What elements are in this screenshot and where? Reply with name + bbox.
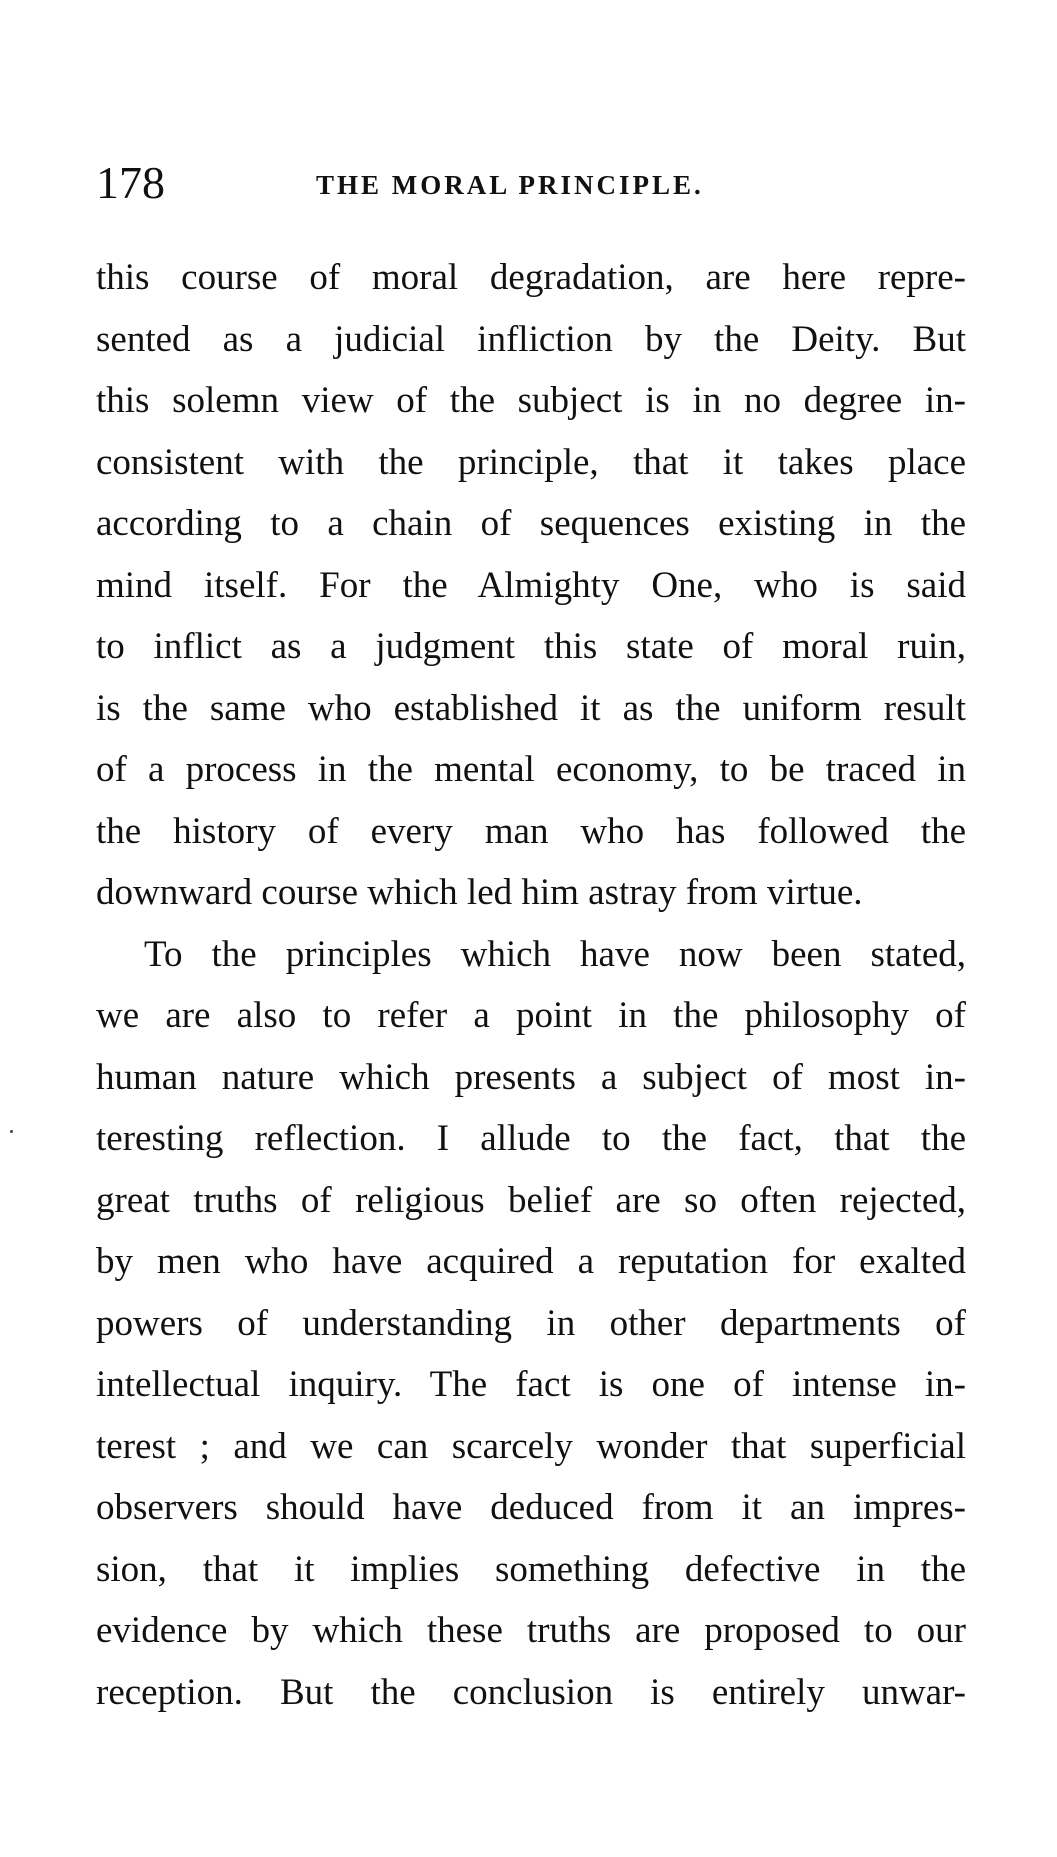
body-text <box>96 247 966 1723</box>
text-line: great truths of religious belief are so often rejected, <box>96 1179 966 1221</box>
text-line: consistent with the principle, that it takes place <box>96 441 966 483</box>
text-line: terest ; and we can scarcely wonder that superficial <box>96 1425 966 1467</box>
text-line: teresting reflection. I allude to the fact, that the <box>96 1118 966 1159</box>
text-line: according to a chain of sequences existing in the <box>96 503 966 544</box>
text-line: evidence by which these truths are proposed to our <box>96 1610 966 1651</box>
running-head <box>96 158 966 208</box>
text-line: mind itself. For the Almighty One, who is said <box>96 564 966 606</box>
text-line: intellectual inquiry. The fact is one of intense in- <box>96 1364 966 1405</box>
page-number: 178 <box>96 157 165 208</box>
text-line: by men who have acquired a reputation for exalted <box>96 1241 966 1282</box>
text-line: sented as a judicial infliction by the Deity. But <box>96 318 966 360</box>
paragraph-start-line: To the principles which have now been stated, <box>144 933 966 975</box>
text-line: reception. But the conclusion is entirely unwar- <box>96 1671 966 1713</box>
paragraph-end-line: downward course which led him astray from virtue. <box>96 872 863 913</box>
text-line: observers should have deduced from it an impres- <box>96 1487 966 1528</box>
ink-speck <box>10 1130 13 1133</box>
text-line: this course of moral degradation, are here repre- <box>96 257 966 298</box>
text-line: is the same who established it as the uniform result <box>96 687 966 729</box>
text-line: this solemn view of the subject is in no degree in- <box>96 380 966 421</box>
text-line: to inflict as a judgment this state of moral ruin, <box>96 626 966 667</box>
running-title: THE MORAL PRINCIPLE. <box>316 170 704 200</box>
text-line: we are also to refer a point in the philosophy of <box>96 995 966 1036</box>
text-line: powers of understanding in other departments of <box>96 1302 966 1344</box>
text-line: human nature which presents a subject of most in- <box>96 1056 966 1098</box>
text-line: sion, that it implies something defective in the <box>96 1548 966 1590</box>
text-line: the history of every man who has followed the <box>96 810 966 852</box>
text-line: of a process in the mental economy, to be traced in <box>96 749 966 790</box>
